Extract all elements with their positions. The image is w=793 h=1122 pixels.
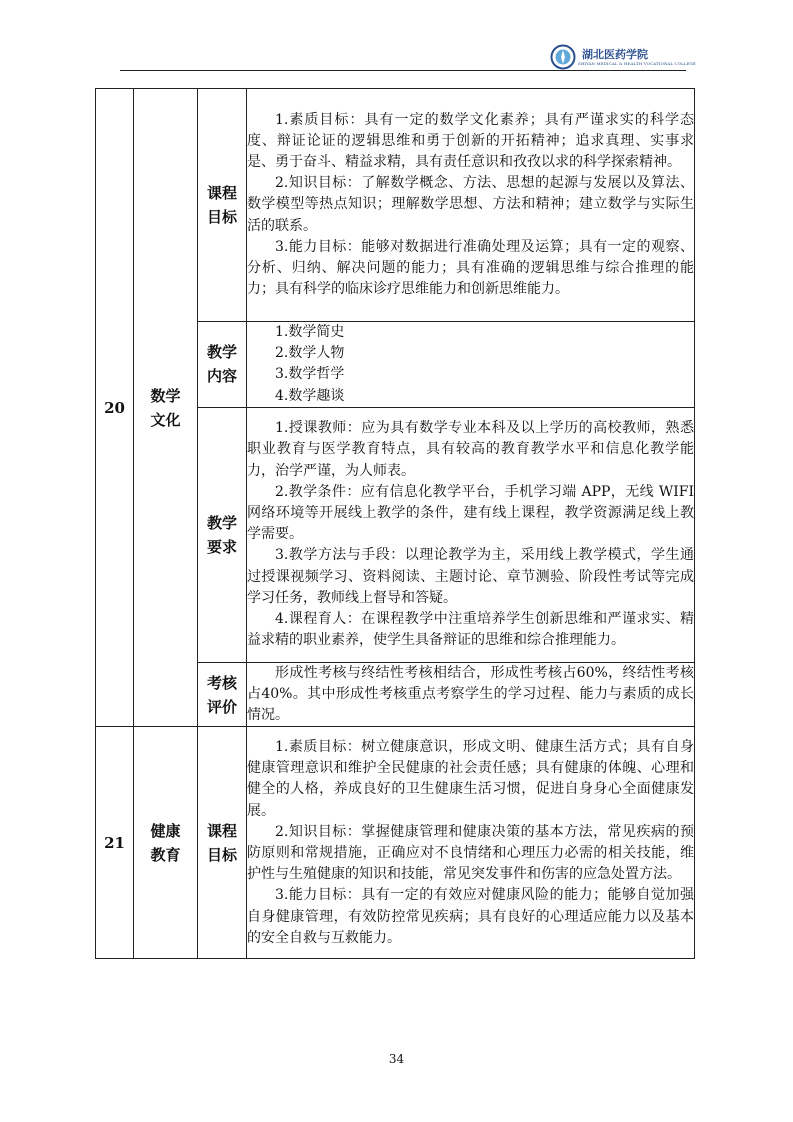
category-content — [198, 322, 247, 408]
category-line1: 考核 — [206, 673, 237, 692]
course-name-line1: 数学 — [150, 386, 181, 405]
list-item: 4.数学趣谈 — [275, 387, 345, 404]
course-name-line1: 健康 — [150, 821, 181, 840]
goals-content — [247, 89, 695, 322]
course-name — [134, 89, 198, 727]
table-row — [96, 89, 695, 322]
logo-title: 湖北医药学院 — [582, 47, 648, 61]
table-row — [96, 727, 695, 959]
list-item: 3.数学哲学 — [275, 366, 345, 383]
course-table — [95, 88, 695, 959]
college-logo — [548, 44, 726, 70]
page-number: 34 — [388, 1052, 405, 1066]
list-item: 2.数学人物 — [275, 345, 345, 362]
category-line2: 内容 — [206, 367, 237, 386]
paragraph: 1.授课教师：应为具有数学专业本科及以上学历的高校教师，熟悉职业教育与医学教育特点，具有较高的教育教学水平和信息化教学能力，治学严谨，为人师表。 — [247, 420, 694, 479]
paragraph: 2.知识目标：掌握健康管理和健康决策的基本方法，常见疾病的预防原则和常规措施，正确应对不良情绪和心理压力必需的相关技能，维护性与生殖健康的知识和技能，常见突发事件和伤害的应急处置方法。 — [247, 823, 694, 883]
category-line1: 课程 — [206, 184, 237, 202]
goals-content — [247, 727, 695, 959]
category-goals — [198, 727, 247, 959]
paragraph: 形成性考核与终结性考核相结合，形成性考核占60%，终结性考核占40%。其中形成性考核重点考察学生的学习过程、能力与素质的成长情况。 — [247, 664, 694, 724]
teaching-content — [247, 322, 695, 408]
paragraph: 4.课程育人：在课程教学中注重培养学生创新思维和严谨求实、精益求精的职业素养，使学生具备辩证的思维和综合推理能力。 — [247, 611, 694, 649]
category-line2: 要求 — [206, 537, 237, 556]
college-emblem-icon — [548, 44, 578, 70]
paragraph: 3.能力目标：能够对数据进行准确处理及运算；具有一定的观察、分析、归纳、解决问题的能力；具有准确的逻辑思维与综合推理的能力；具有科学的临床诊疗思维能力和创新思维能力。 — [247, 238, 694, 298]
category-line2: 评价 — [206, 697, 237, 716]
header-rule — [120, 70, 686, 71]
category-requirements — [198, 407, 247, 662]
paragraph: 3.教学方法与手段：以理论教学为主，采用线上教学模式，学生通过授课视频学习、资料阅读、主题讨论、章节测验、阶段性考试等完成学习任务，教师线上督导和答疑。 — [247, 547, 694, 606]
paragraph: 1.素质目标：树立健康意识，形成文明、健康生活方式；具有自身健康管理意识和维护全民健康的社会责任感；具有健康的体魄、心理和健全的人格，养成良好的卫生健康生活习惯，促进自身身心全面健康发展。 — [247, 738, 694, 819]
category-line1: 教学 — [206, 513, 237, 532]
paragraph: 1.素质目标：具有一定的数学文化素养；具有严谨求实的科学态度、辩证论证的逻辑思维和勇于创新的开拓精神；追求真理、实事求是、勇于奋斗、精益求精，具有责任意识和孜孜以求的科学探索精神。 — [247, 111, 694, 170]
category-assessment — [198, 662, 247, 727]
course-name — [134, 727, 198, 959]
assessment-content — [247, 662, 695, 727]
course-name-line2: 教育 — [150, 845, 181, 864]
list-item: 1.数学简史 — [275, 324, 345, 340]
course-name-line2: 文化 — [150, 410, 181, 429]
paragraph: 2.教学条件：应有信息化教学平台，手机学习端 APP，无线 WIFI 网络环境等开展线上教学的条件，建有线上课程，教学资源满足线上教学需要。 — [247, 483, 694, 543]
category-line1: 课程 — [206, 821, 237, 840]
category-line1: 教学 — [206, 343, 237, 362]
course-number: 20 — [96, 89, 134, 727]
category-line2: 目标 — [206, 208, 237, 226]
logo-subtitle: SHIYAN MEDICAL & HEALTH VOCATIONAL COLLEGE — [578, 60, 696, 66]
course-number: 21 — [96, 727, 134, 959]
category-goals — [198, 89, 247, 322]
paragraph: 2.知识目标：了解数学概念、方法、思想的起源与发展以及算法、数学模型等热点知识；理解数学思想、方法和精神；建立数学与实际生活的联系。 — [247, 175, 694, 234]
category-line2: 目标 — [206, 845, 237, 864]
requirements-content — [247, 407, 695, 662]
paragraph: 3.能力目标：具有一定的有效应对健康风险的能力；能够自觉加强自身健康管理，有效防控常见疾病；具有良好的心理适应能力以及基本的安全自救与互救能力。 — [247, 887, 694, 946]
